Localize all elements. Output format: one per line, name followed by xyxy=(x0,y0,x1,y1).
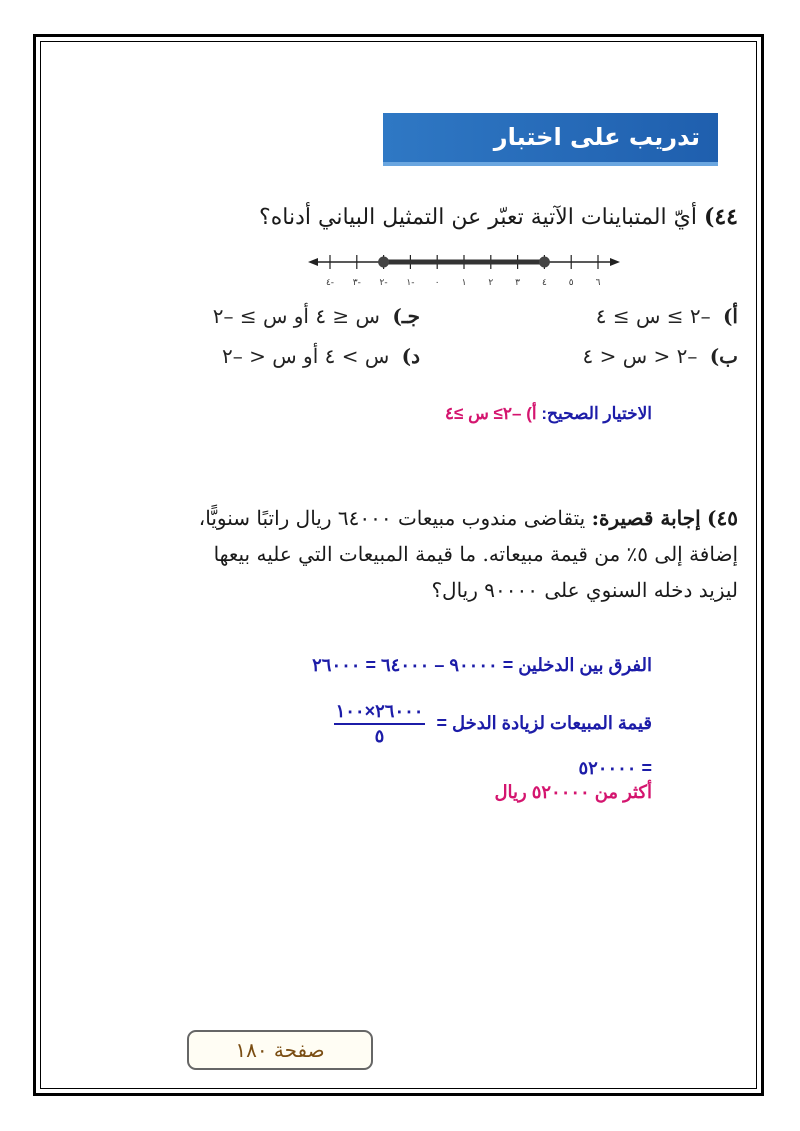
arrow-left-icon xyxy=(308,258,318,266)
number-line-tick-label: ٤ xyxy=(541,278,547,288)
option-d xyxy=(222,344,420,368)
number-line-tick-label: ٤- xyxy=(325,278,335,288)
question-45-text: يتقاضى مندوب مبيعات ٦٤٠٠٠ ريال راتبًا سنويًّا، إضافة إلى ٥٪ من قيمة مبيعاته. ما قيمة المبيعات التي عليه بيعها ليزيد دخله السنوي على ٩٠٠٠٠ ريال؟ xyxy=(198,506,738,602)
number-line-tick-label: ١ xyxy=(461,278,467,288)
option-d-letter: د) xyxy=(401,344,420,368)
option-b xyxy=(582,344,738,368)
number-line-tick-label: ٣ xyxy=(515,278,521,288)
number-line-tick-label: ٣- xyxy=(352,278,361,288)
arrow-right-icon xyxy=(610,258,620,266)
closed-point-end xyxy=(539,257,550,268)
number-line xyxy=(308,246,620,282)
solution-45-line-2-label: قيمة المبيعات لزيادة الدخل = xyxy=(436,712,652,733)
answer-44-label: الاختيار الصحيح: xyxy=(541,404,652,423)
option-a-letter: أ) xyxy=(722,304,738,328)
fraction-denominator: ٥ xyxy=(374,726,385,746)
answer-44-value: أ) –٢≥ س ≥٤ xyxy=(444,404,537,423)
question-45-number: ٤٥) xyxy=(707,506,738,530)
page-number-box: صفحة ١٨٠ xyxy=(187,1030,373,1070)
number-line-tick-label: ٢- xyxy=(379,278,388,288)
question-45-label: إجابة قصيرة: xyxy=(591,506,701,530)
solution-45-fraction xyxy=(334,701,426,747)
closed-point-start xyxy=(378,257,389,268)
solution-45-line-1: الفرق بين الدخلين = ٩٠٠٠٠ – ٦٤٠٠٠ = ٢٦٠٠٠ xyxy=(312,655,652,675)
question-45 xyxy=(178,500,738,608)
number-line-tick-label: ٢ xyxy=(488,278,494,288)
number-line-tick-label: ١- xyxy=(406,278,415,288)
question-44-number: ٤٤) xyxy=(703,204,738,230)
option-c xyxy=(213,304,420,328)
option-a xyxy=(596,304,738,328)
question-44-text: أيّ المتباينات الآتية تعبّر عن التمثيل البياني أدناه؟ xyxy=(259,205,697,230)
solution-45-line-4: أكثر من ٥٢٠٠٠٠ ريال xyxy=(494,782,652,802)
section-banner xyxy=(383,113,718,166)
option-d-text: س > ٤ أو س < –٢ xyxy=(222,344,390,368)
number-line-tick-label: ٥ xyxy=(568,278,574,288)
solution-45-line-2 xyxy=(334,701,652,747)
number-line-tick-label: ٦ xyxy=(595,278,601,288)
option-b-letter: ب) xyxy=(709,344,738,368)
option-c-letter: جـ) xyxy=(392,304,420,328)
option-c-text: س ≤ ٤ أو س ≥ –٢ xyxy=(212,304,380,328)
banner-title: تدريب على اختبار xyxy=(493,123,700,151)
question-44 xyxy=(259,204,738,230)
option-b-text: –٢ < س < ٤ xyxy=(582,344,698,368)
fraction-numerator: ٢٦٠٠٠×١٠٠ xyxy=(334,701,426,725)
number-line-tick-label: ٠ xyxy=(434,278,440,288)
answer-44 xyxy=(445,404,652,424)
solution-45-line-3: = ٥٢٠٠٠٠ xyxy=(578,758,652,778)
option-a-text: –٢ ≥ س ≥ ٤ xyxy=(595,304,711,328)
number-line-labels xyxy=(320,278,610,292)
